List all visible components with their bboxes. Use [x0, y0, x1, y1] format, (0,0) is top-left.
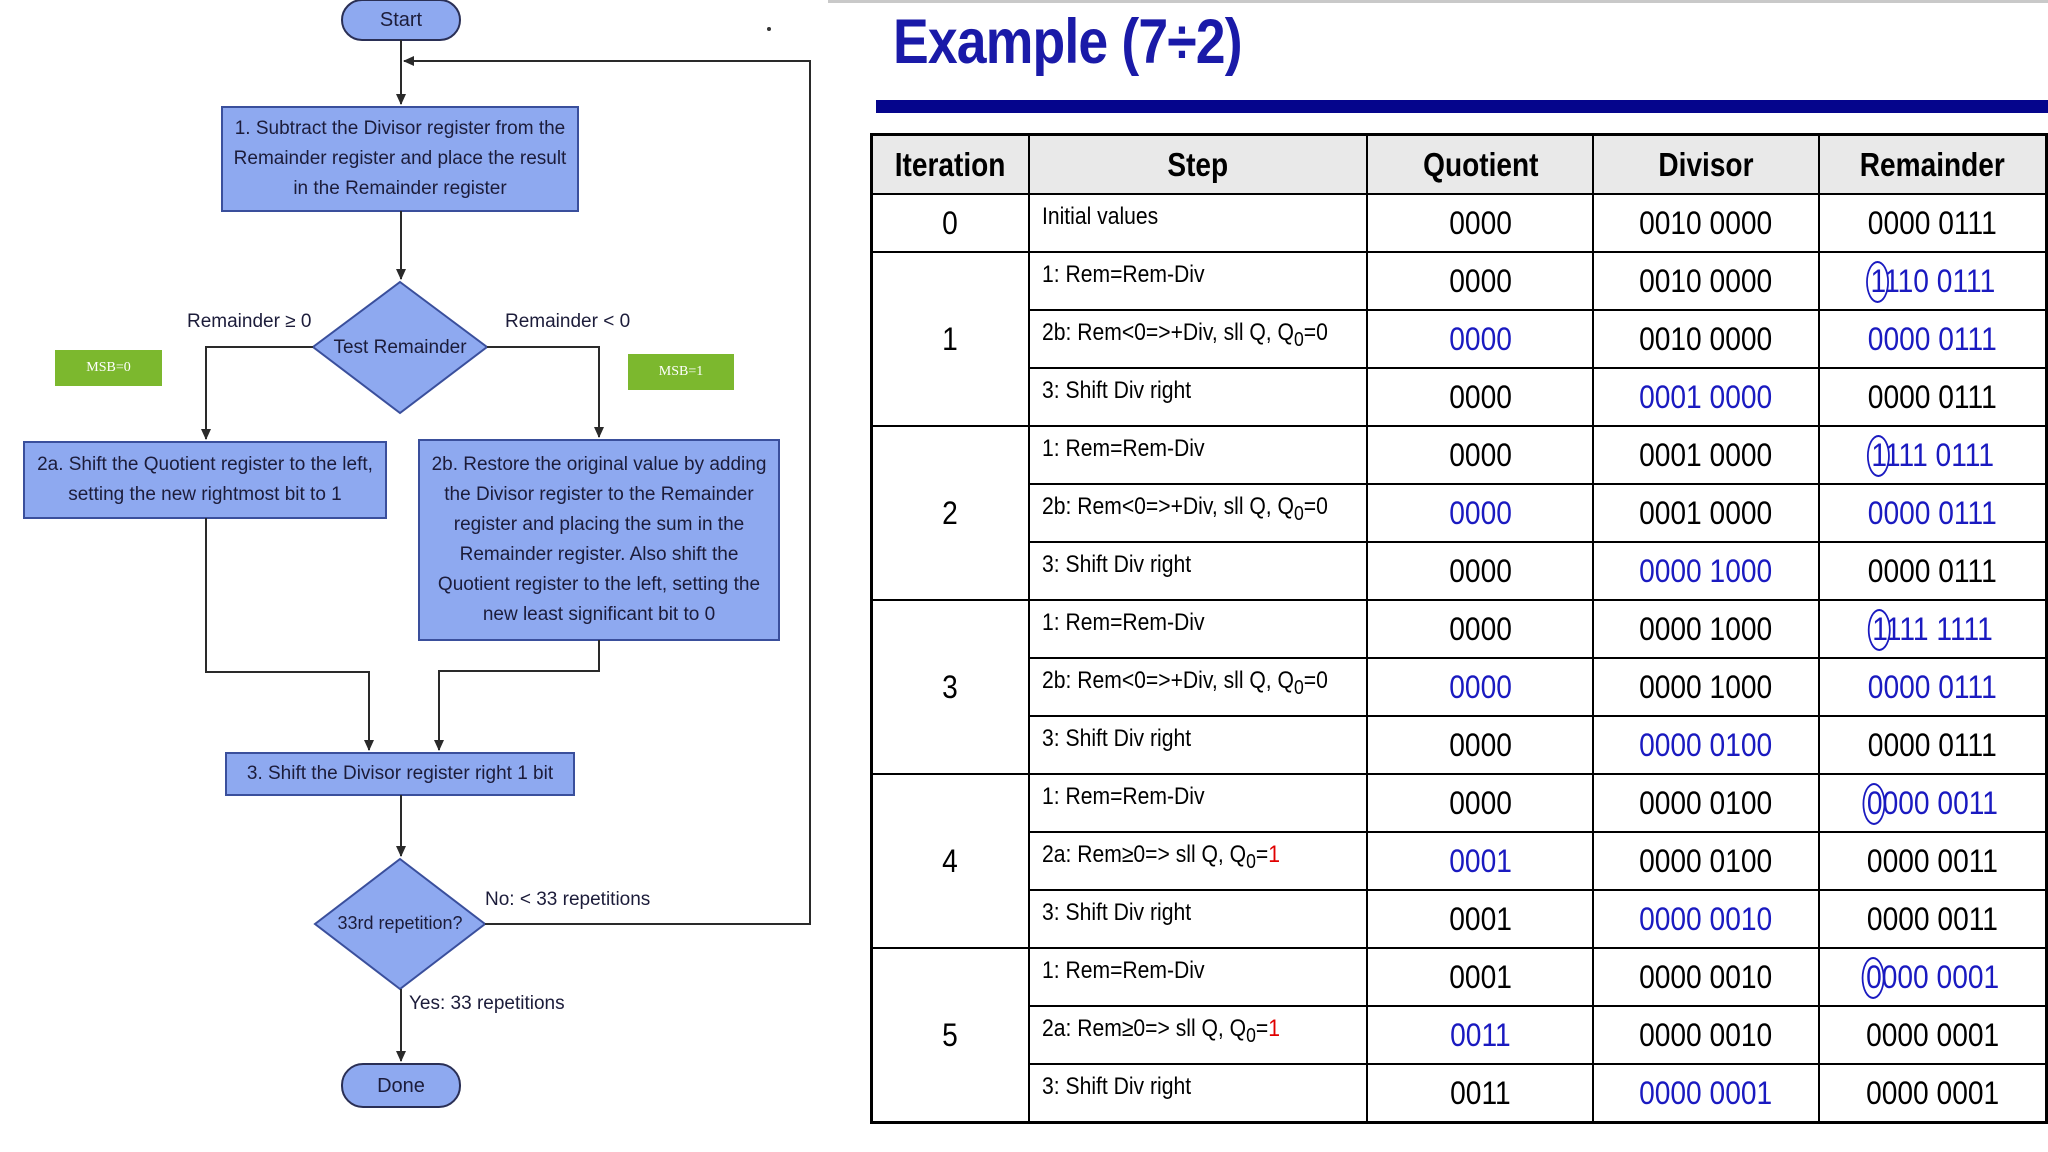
table-row [872, 484, 2047, 542]
step-cell: 3: Shift Div right [1029, 1064, 1368, 1123]
divisor-cell: 0000 0010 [1593, 890, 1819, 948]
division-trace-table [870, 133, 2048, 1124]
start-label: Start [379, 9, 423, 31]
quotient-cell: 0011 [1367, 1064, 1593, 1123]
arrow-step2b-to-step3 [439, 640, 599, 750]
step1-text: 1. Subtract the Divisor register from the Remainder register and place the result in the Remainder register [233, 118, 567, 199]
table-row [872, 310, 2047, 368]
remainder-cell: 0000 0111 [1819, 658, 2047, 716]
remainder-cell: 0000 0111 [1819, 716, 2047, 774]
table-row [872, 832, 2047, 890]
top-rule [828, 0, 2048, 3]
step-cell: 2a: Rem≥0=> sll Q, $Q_0=1$ [1029, 1006, 1368, 1064]
example-panel [828, 0, 2048, 1152]
header-divisor: Divisor [1593, 135, 1819, 195]
step-cell: 1: Rem=Rem-Div [1029, 600, 1368, 658]
quotient-cell: 0000 [1367, 310, 1593, 368]
quotient-cell: 0001 [1367, 890, 1593, 948]
remainder-cell: 0000 0111 [1819, 542, 2047, 600]
remainder-cell: 0000 0011 [1819, 832, 2047, 890]
divisor-cell: 0001 0000 [1593, 426, 1819, 484]
remainder-cell: 0000 0111 [1819, 194, 2047, 252]
done-label: Done [377, 1074, 425, 1097]
remainder-cell: 0000 0111 [1819, 484, 2047, 542]
no-repetitions-label: No: < 33 repetitions [485, 889, 651, 910]
quotient-cell: 0000 [1367, 716, 1593, 774]
step-cell: 1: Rem=Rem-Div [1029, 252, 1368, 310]
stray-dot [767, 27, 771, 31]
repetition-text: 33rd repetition? [337, 913, 463, 933]
header-quotient: Quotient [1367, 135, 1593, 195]
table-row [872, 716, 2047, 774]
header-remainder: Remainder [1819, 135, 2047, 195]
quotient-cell: 0000 [1367, 658, 1593, 716]
table-header-row [872, 135, 2047, 195]
step-cell: 2a: Rem≥0=> sll Q, $Q_0=1$ [1029, 832, 1368, 890]
divisor-cell: 0000 0100 [1593, 832, 1819, 890]
remainder-ge0-label: Remainder ≥ 0 [187, 311, 312, 332]
iteration-cell: 2 [872, 426, 1029, 600]
circled-msb: 0000 0001 [1865, 958, 1999, 995]
quotient-cell: 0000 [1367, 194, 1593, 252]
division-flowchart [0, 0, 830, 1152]
table-row [872, 1006, 2047, 1064]
remainder-cell: 0000 0111 [1819, 310, 2047, 368]
arrow-test-to-step2b [487, 347, 599, 437]
arrow-test-to-step2a [206, 347, 313, 439]
quotient-cell: 0000 [1367, 600, 1593, 658]
divisor-cell: 0000 1000 [1593, 658, 1819, 716]
remainder-cell [1819, 426, 2047, 484]
divisor-cell: 0001 0000 [1593, 368, 1819, 426]
divisor-cell: 0010 0000 [1593, 252, 1819, 310]
table-row [872, 600, 2047, 658]
iteration-cell: 1 [872, 252, 1029, 426]
arrow-step2a-to-step3 [206, 518, 369, 750]
divisor-cell: 0010 0000 [1593, 194, 1819, 252]
table-row [872, 890, 2047, 948]
remainder-cell: 0000 0001 [1819, 1006, 2047, 1064]
quotient-cell: 0000 [1367, 368, 1593, 426]
table-row [872, 368, 2047, 426]
step-cell: 1: Rem=Rem-Div [1029, 426, 1368, 484]
step-cell: Initial values [1029, 194, 1368, 252]
divisor-cell: 0000 1000 [1593, 542, 1819, 600]
remainder-cell [1819, 252, 2047, 310]
test-remainder-text: Test Remainder [333, 337, 467, 358]
quotient-cell: 0001 [1367, 948, 1593, 1006]
circled-msb: 0000 0011 [1866, 784, 1998, 821]
iteration-cell: 0 [872, 194, 1029, 252]
divisor-cell: 0000 0010 [1593, 1006, 1819, 1064]
remainder-cell: 0000 0001 [1819, 1064, 2047, 1123]
table-row [872, 1064, 2047, 1123]
remainder-cell [1819, 600, 2047, 658]
msb0-badge: MSB=0 [55, 350, 162, 386]
divisor-cell: 0000 0100 [1593, 774, 1819, 832]
msb1-badge: MSB=1 [628, 354, 734, 390]
header-step: Step [1029, 135, 1368, 195]
remainder-cell: 0000 0011 [1819, 890, 2047, 948]
step2b-text: 2b. Restore the original value by adding the Divisor register to the Remainder register and placing the sum in the Remainder register. Also shift the Quotient register to the left, setting the new least significant bit to 0 [431, 454, 767, 625]
divisor-cell: 0000 0001 [1593, 1064, 1819, 1123]
quotient-cell: 0001 [1367, 832, 1593, 890]
table-row [872, 542, 2047, 600]
iteration-cell: 4 [872, 774, 1029, 948]
quotient-cell: 0000 [1367, 484, 1593, 542]
table-row [872, 426, 2047, 484]
step2a-text: 2a. Shift the Quotient register to the left, setting the new rightmost bit to 1 [37, 454, 373, 505]
step-cell: 2b: Rem<0=>+Div, sll Q, $Q_0=0$ [1029, 658, 1368, 716]
quotient-cell: 0000 [1367, 542, 1593, 600]
step-cell: 3: Shift Div right [1029, 716, 1368, 774]
divisor-cell: 0010 0000 [1593, 310, 1819, 368]
table-row [872, 194, 2047, 252]
quotient-cell: 0000 [1367, 774, 1593, 832]
circled-msb: 1111 1111 [1872, 610, 1993, 647]
step-cell: 3: Shift Div right [1029, 890, 1368, 948]
table-row [872, 948, 2047, 1006]
step-cell: 2b: Rem<0=>+Div, sll Q, $Q_0=0$ [1029, 484, 1368, 542]
yes-repetitions-label: Yes: 33 repetitions [409, 993, 565, 1014]
remainder-cell [1819, 774, 2047, 832]
step-cell: 1: Rem=Rem-Div [1029, 948, 1368, 1006]
example-title: Example (7÷2) [893, 7, 1242, 77]
divisor-cell: 0000 0100 [1593, 716, 1819, 774]
remainder-cell [1819, 948, 2047, 1006]
iteration-cell: 3 [872, 600, 1029, 774]
header-iteration: Iteration [872, 135, 1029, 195]
step-cell: 3: Shift Div right [1029, 542, 1368, 600]
title-rule [876, 100, 2048, 113]
step-cell: 3: Shift Div right [1029, 368, 1368, 426]
remainder-cell: 0000 0111 [1819, 368, 2047, 426]
divisor-cell: 0000 1000 [1593, 600, 1819, 658]
circled-msb: 1110 0111 [1870, 262, 1995, 299]
quotient-cell: 0000 [1367, 252, 1593, 310]
divisor-cell: 0000 0010 [1593, 948, 1819, 1006]
iteration-cell: 5 [872, 948, 1029, 1123]
table-row [872, 658, 2047, 716]
divisor-cell: 0001 0000 [1593, 484, 1819, 542]
table-row [872, 252, 2047, 310]
circled-msb: 1111 0111 [1871, 436, 1994, 473]
step-cell: 1: Rem=Rem-Div [1029, 774, 1368, 832]
remainder-lt0-label: Remainder < 0 [505, 311, 631, 332]
step3-text: 3. Shift the Divisor register right 1 bit [246, 763, 554, 784]
step-cell: 2b: Rem<0=>+Div, sll Q, $Q_0=0$ [1029, 310, 1368, 368]
table-row [872, 774, 2047, 832]
quotient-cell: 0011 [1367, 1006, 1593, 1064]
quotient-cell: 0000 [1367, 426, 1593, 484]
